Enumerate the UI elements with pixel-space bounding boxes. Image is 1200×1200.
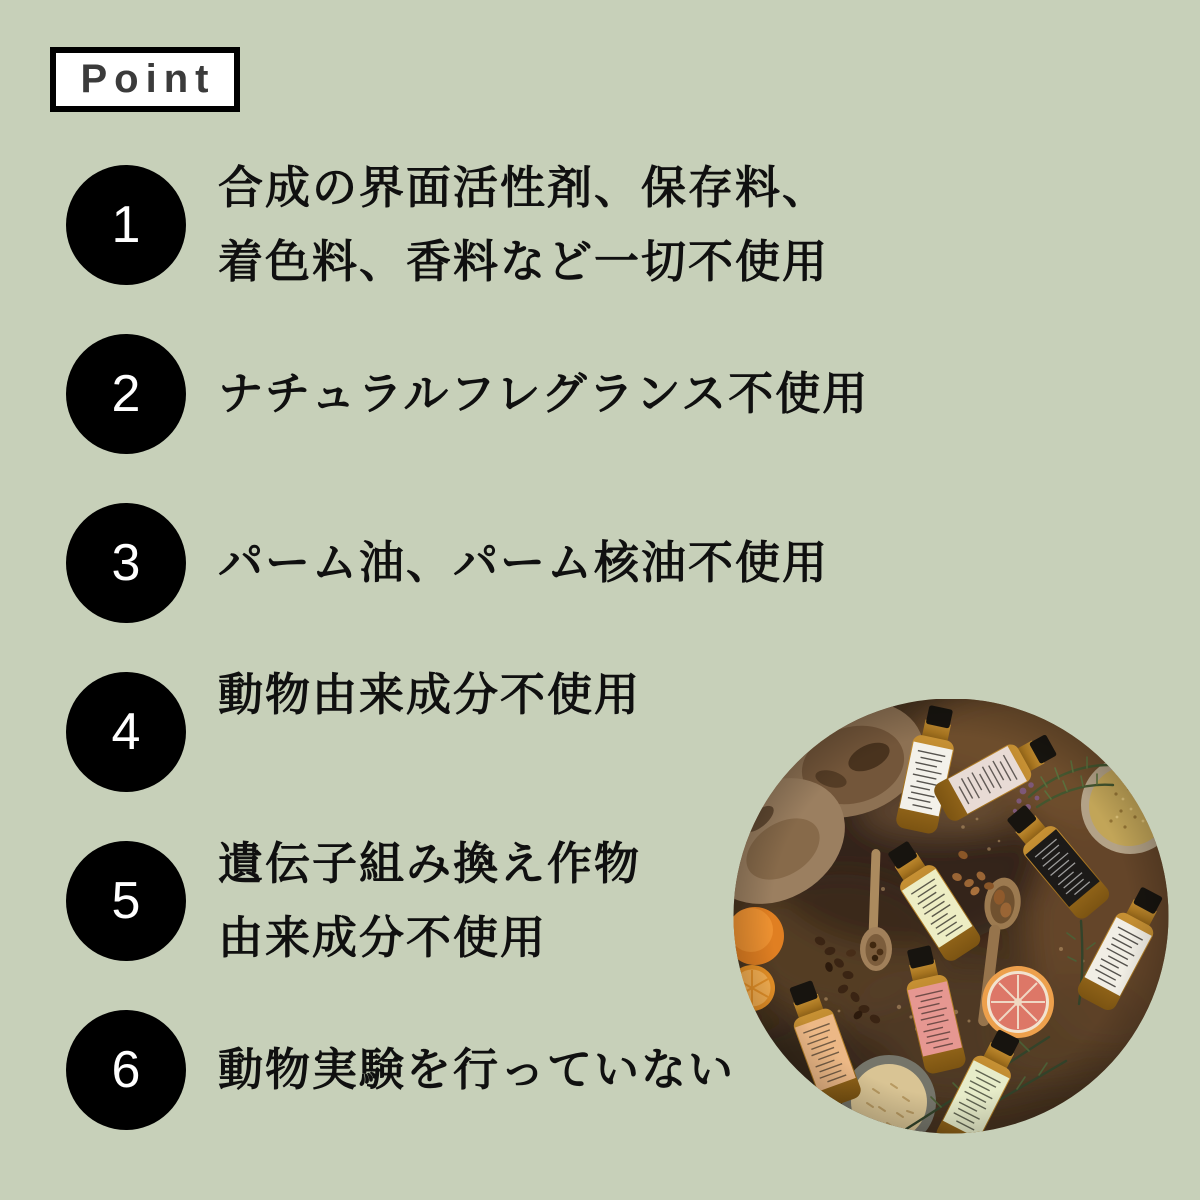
- point-number-badge: 4: [66, 672, 186, 792]
- point-text-line: 着色料、香料など一切不使用: [218, 236, 830, 287]
- point-text-line: パーム油、パーム核油不使用: [218, 537, 830, 588]
- point-row-4: [66, 669, 642, 792]
- point-number-badge: 3: [66, 503, 186, 623]
- point-number-badge: 2: [66, 334, 186, 454]
- title-box: [50, 47, 240, 112]
- point-text-line: 由来成分不使用: [218, 912, 548, 963]
- point-row-6: [66, 1010, 735, 1130]
- point-number-badge: 6: [66, 1010, 186, 1130]
- point-text-line: 動物由来成分不使用: [218, 669, 642, 720]
- point-row-3: [66, 503, 829, 623]
- point-text: [218, 526, 829, 600]
- point-text-line: ナチュラルフレグランス不使用: [218, 368, 870, 419]
- point-row-2: [66, 334, 869, 454]
- point-number-badge: 1: [66, 165, 186, 285]
- point-text-line: 動物実験を行っていない: [218, 1044, 736, 1095]
- point-text-line: 遺伝子組み換え作物: [218, 838, 642, 889]
- point-text-line: 合成の界面活性剤、保存料、: [218, 162, 830, 213]
- product-photo: [731, 699, 1171, 1139]
- point-text: [218, 151, 829, 299]
- point-number-badge: 5: [66, 841, 186, 961]
- point-row-5: [66, 838, 642, 963]
- point-text: [218, 1033, 735, 1107]
- title-label: Point: [80, 57, 216, 101]
- point-text: [218, 357, 869, 431]
- point-text: [218, 658, 641, 732]
- point-row-1: [66, 162, 830, 287]
- point-text: [218, 827, 641, 975]
